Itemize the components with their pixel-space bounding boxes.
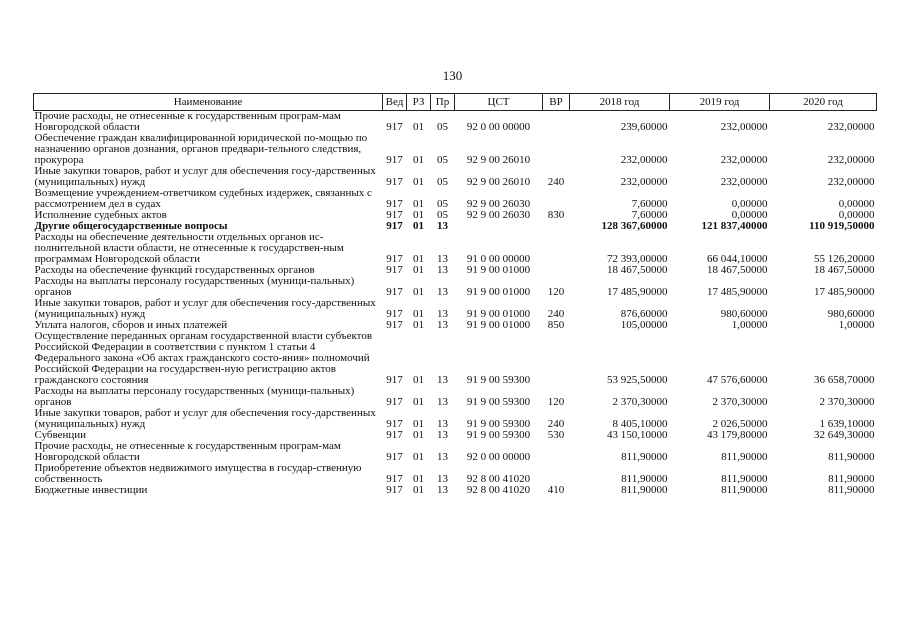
cell-rz: 01 bbox=[413, 374, 424, 386]
cell-2020: 55 126,20000 bbox=[814, 253, 875, 265]
cell-vr: 850 bbox=[547, 319, 565, 331]
cell-2020: 18 467,50000 bbox=[814, 264, 875, 276]
cell-name: Расходы на обеспечение деятельности отдельных органов ис-полнительной власти области, не отнесенные к государствен-ным программам Новгородской области bbox=[34, 231, 344, 265]
cell-vr: 240 bbox=[547, 418, 565, 430]
cell-2019: 811,90000 bbox=[721, 451, 768, 463]
cell-2020: 0,00000 bbox=[838, 198, 875, 210]
cell-name: Приобретение объектов недвижимого имущества в государ-ственную собственность bbox=[34, 462, 362, 485]
header-pr: Пр bbox=[431, 94, 455, 111]
cell-rz: 01 bbox=[413, 451, 424, 463]
header-name: Наименование bbox=[34, 94, 383, 111]
cell-2020: 110 919,50000 bbox=[809, 220, 875, 232]
cell-name: Возмещение учреждением-ответчиком судебных издержек, связанных с рассмотрением дел в судах bbox=[34, 187, 372, 210]
cell-2018: 8 405,10000 bbox=[612, 418, 668, 430]
cell-2019: 121 837,40000 bbox=[701, 220, 768, 232]
cell-name: Прочие расходы, не отнесенные к государственным програм-мам Новгородской области bbox=[34, 440, 341, 463]
cell-2018: 232,00000 bbox=[620, 176, 668, 188]
cell-vr: 120 bbox=[547, 396, 565, 408]
cell-2019: 1,00000 bbox=[731, 319, 768, 331]
table-row bbox=[34, 188, 877, 210]
cell-2018: 876,60000 bbox=[620, 308, 668, 320]
cell-name: Исполнение судебных актов bbox=[34, 209, 167, 221]
cell-pr: 13 bbox=[437, 451, 448, 463]
cell-2019: 18 467,50000 bbox=[707, 264, 768, 276]
cell-name: Обеспечение граждан квалифицированной юридической по-мощью по назначению органов дознания, органов предвари-тельного следствия, прокурора bbox=[34, 132, 368, 166]
cell-2019: 232,00000 bbox=[720, 176, 768, 188]
cell-name: Другие общегосударственные вопросы bbox=[34, 220, 228, 232]
cell-rz: 01 bbox=[413, 484, 424, 496]
cell-rz: 01 bbox=[413, 198, 424, 210]
header-vr: ВР bbox=[543, 94, 570, 111]
cell-cst: 92 8 00 41020 bbox=[466, 473, 531, 485]
cell-2018: 232,00000 bbox=[620, 154, 668, 166]
cell-2018: 2 370,30000 bbox=[612, 396, 668, 408]
cell-rz: 01 bbox=[413, 154, 424, 166]
cell-2020: 36 658,70000 bbox=[814, 374, 875, 386]
cell-ved: 917 bbox=[386, 473, 403, 485]
cell-cst: 91 9 00 59300 bbox=[466, 396, 531, 408]
table-row bbox=[34, 111, 877, 134]
cell-2018: 105,00000 bbox=[620, 319, 668, 331]
cell-ved: 917 bbox=[386, 220, 403, 232]
cell-2018: 811,90000 bbox=[621, 484, 668, 496]
cell-pr: 05 bbox=[437, 154, 448, 166]
table-row bbox=[34, 331, 877, 386]
cell-cst: 91 9 00 59300 bbox=[466, 374, 531, 386]
cell-name: Бюджетные инвестиции bbox=[34, 484, 148, 496]
cell-2018: 239,60000 bbox=[620, 121, 668, 133]
cell-cst: 91 9 00 01000 bbox=[466, 319, 531, 331]
page-number: 130 bbox=[442, 68, 463, 83]
cell-ved: 917 bbox=[386, 484, 403, 496]
cell-2018: 72 393,00000 bbox=[607, 253, 668, 265]
header-2020: 2020 год bbox=[770, 94, 877, 111]
cell-2020: 17 485,90000 bbox=[814, 286, 875, 298]
cell-2018: 128 367,60000 bbox=[601, 220, 668, 232]
cell-ved: 917 bbox=[386, 176, 403, 188]
cell-2020: 32 649,30000 bbox=[814, 429, 875, 441]
cell-2019: 43 179,80000 bbox=[707, 429, 768, 441]
cell-vr bbox=[543, 111, 570, 134]
cell-vr bbox=[543, 463, 570, 485]
cell-name: Расходы на выплаты персоналу государственных (муници-пальных) органов bbox=[34, 275, 355, 298]
cell-2018: 53 925,50000 bbox=[607, 374, 668, 386]
cell-pr: 13 bbox=[437, 308, 448, 320]
cell-rz: 01 bbox=[413, 220, 424, 232]
budget-table bbox=[33, 93, 877, 496]
header-ved: Вед bbox=[383, 94, 407, 111]
cell-ved: 917 bbox=[386, 121, 403, 133]
cell-vr bbox=[543, 331, 570, 386]
table-row bbox=[34, 441, 877, 463]
cell-rz: 01 bbox=[413, 308, 424, 320]
cell-2018: 7,60000 bbox=[631, 209, 668, 221]
cell-name: Субвенции bbox=[34, 429, 87, 441]
cell-vr bbox=[543, 221, 570, 232]
table-row bbox=[34, 276, 877, 298]
cell-vr bbox=[543, 441, 570, 463]
cell-2019: 0,00000 bbox=[731, 209, 768, 221]
table-row bbox=[34, 298, 877, 320]
cell-ved: 917 bbox=[386, 429, 403, 441]
cell-rz: 01 bbox=[413, 121, 424, 133]
cell-ved: 917 bbox=[386, 264, 403, 276]
cell-pr: 13 bbox=[437, 484, 448, 496]
cell-vr bbox=[543, 232, 570, 265]
cell-2018: 811,90000 bbox=[621, 473, 668, 485]
cell-pr: 13 bbox=[437, 319, 448, 331]
cell-2020: 811,90000 bbox=[828, 484, 875, 496]
cell-ved: 917 bbox=[386, 198, 403, 210]
cell-name: Осуществление переданных органам государственной власти субъектов Российской Федерации в соответствии с пунктом 1 статьи 4 Федерального закона «Об актах гражданского состо-яния» полномочий Российской Федерации на государствен-ную регистрацию актов гражданского состояния bbox=[34, 330, 373, 386]
cell-ved: 917 bbox=[386, 286, 403, 298]
cell-rz: 01 bbox=[413, 319, 424, 331]
cell-2020: 1 639,10000 bbox=[819, 418, 875, 430]
cell-vr: 120 bbox=[547, 286, 565, 298]
cell-vr bbox=[543, 133, 570, 166]
table-row bbox=[34, 232, 877, 265]
cell-pr: 13 bbox=[437, 374, 448, 386]
cell-2020: 2 370,30000 bbox=[819, 396, 875, 408]
cell-pr: 13 bbox=[437, 253, 448, 265]
cell-cst: 91 9 00 01000 bbox=[466, 286, 531, 298]
cell-name: Иные закупки товаров, работ и услуг для обеспечения госу-дарственных (муниципальных) нужд bbox=[34, 297, 376, 320]
cell-pr: 13 bbox=[437, 220, 448, 232]
cell-ved: 917 bbox=[386, 451, 403, 463]
cell-cst: 91 9 00 01000 bbox=[466, 264, 531, 276]
table-row bbox=[34, 386, 877, 408]
cell-name: Расходы на обеспечение функций государственных органов bbox=[34, 264, 315, 276]
cell-rz: 01 bbox=[413, 264, 424, 276]
cell-vr: 240 bbox=[547, 308, 565, 320]
table-row bbox=[34, 166, 877, 188]
cell-cst: 92 0 00 00000 bbox=[466, 451, 531, 463]
cell-pr: 13 bbox=[437, 264, 448, 276]
cell-ved: 917 bbox=[386, 374, 403, 386]
cell-2018: 7,60000 bbox=[631, 198, 668, 210]
cell-rz: 01 bbox=[413, 209, 424, 221]
cell-2018: 43 150,10000 bbox=[607, 429, 668, 441]
cell-rz: 01 bbox=[413, 286, 424, 298]
table-body bbox=[34, 111, 877, 497]
table-row bbox=[34, 485, 877, 496]
cell-2019: 232,00000 bbox=[720, 154, 768, 166]
cell-name: Иные закупки товаров, работ и услуг для обеспечения госу-дарственных (муниципальных) нужд bbox=[34, 407, 376, 430]
cell-rz: 01 bbox=[413, 176, 424, 188]
cell-ved: 917 bbox=[386, 418, 403, 430]
cell-cst: 91 0 00 00000 bbox=[466, 253, 531, 265]
header-rz: РЗ bbox=[407, 94, 431, 111]
cell-vr bbox=[543, 265, 570, 276]
cell-cst: 92 9 00 26030 bbox=[466, 209, 531, 221]
cell-name: Уплата налогов, сборов и иных платежей bbox=[34, 319, 228, 331]
cell-cst: 92 9 00 26010 bbox=[466, 176, 531, 188]
cell-2018: 811,90000 bbox=[621, 451, 668, 463]
table-row bbox=[34, 408, 877, 430]
header-cst: ЦСТ bbox=[455, 94, 543, 111]
header-2018: 2018 год bbox=[570, 94, 670, 111]
cell-ved: 917 bbox=[386, 319, 403, 331]
cell-2020: 232,00000 bbox=[827, 176, 875, 188]
cell-2019: 811,90000 bbox=[721, 473, 768, 485]
cell-2019: 17 485,90000 bbox=[707, 286, 768, 298]
cell-ved: 917 bbox=[386, 308, 403, 320]
cell-2020: 232,00000 bbox=[827, 121, 875, 133]
cell-rz: 01 bbox=[413, 473, 424, 485]
cell-2019: 47 576,60000 bbox=[707, 374, 768, 386]
table-header bbox=[34, 94, 877, 111]
cell-pr: 13 bbox=[437, 429, 448, 441]
cell-pr: 05 bbox=[437, 209, 448, 221]
cell-vr: 530 bbox=[547, 429, 565, 441]
cell-2020: 1,00000 bbox=[838, 319, 875, 331]
cell-ved: 917 bbox=[386, 209, 403, 221]
cell-pr: 13 bbox=[437, 418, 448, 430]
cell-cst bbox=[455, 221, 543, 232]
cell-2020: 811,90000 bbox=[828, 451, 875, 463]
cell-2018: 18 467,50000 bbox=[607, 264, 668, 276]
cell-2019: 980,60000 bbox=[720, 308, 768, 320]
cell-name: Расходы на выплаты персоналу государственных (муници-пальных) органов bbox=[34, 385, 355, 408]
cell-pr: 13 bbox=[437, 286, 448, 298]
cell-2020: 811,90000 bbox=[828, 473, 875, 485]
cell-ved: 917 bbox=[386, 154, 403, 166]
cell-cst: 92 0 00 00000 bbox=[466, 121, 531, 133]
cell-rz: 01 bbox=[413, 253, 424, 265]
cell-2020: 232,00000 bbox=[827, 154, 875, 166]
table-row bbox=[34, 133, 877, 166]
cell-name: Иные закупки товаров, работ и услуг для обеспечения госу-дарственных (муниципальных) нужд bbox=[34, 165, 376, 188]
cell-rz: 01 bbox=[413, 418, 424, 430]
cell-pr: 13 bbox=[437, 473, 448, 485]
cell-2020: 980,60000 bbox=[827, 308, 875, 320]
cell-pr: 05 bbox=[437, 121, 448, 133]
cell-rz: 01 bbox=[413, 429, 424, 441]
cell-2019: 232,00000 bbox=[720, 121, 768, 133]
cell-vr bbox=[543, 188, 570, 210]
cell-2019: 0,00000 bbox=[731, 198, 768, 210]
cell-2019: 66 044,10000 bbox=[707, 253, 768, 265]
cell-name: Прочие расходы, не отнесенные к государственным програм-мам Новгородской области bbox=[34, 110, 341, 133]
cell-cst: 92 9 00 26010 bbox=[466, 154, 531, 166]
cell-rz: 01 bbox=[413, 396, 424, 408]
cell-vr: 410 bbox=[547, 484, 565, 496]
cell-pr: 13 bbox=[437, 396, 448, 408]
cell-2018: 17 485,90000 bbox=[607, 286, 668, 298]
cell-2020: 0,00000 bbox=[838, 209, 875, 221]
cell-vr: 830 bbox=[547, 209, 565, 221]
header-2019: 2019 год bbox=[670, 94, 770, 111]
cell-cst: 92 9 00 26030 bbox=[466, 198, 531, 210]
cell-2019: 2 370,30000 bbox=[712, 396, 768, 408]
cell-pr: 05 bbox=[437, 176, 448, 188]
cell-ved: 917 bbox=[386, 253, 403, 265]
cell-cst: 91 9 00 59300 bbox=[466, 418, 531, 430]
cell-cst: 91 9 00 01000 bbox=[466, 308, 531, 320]
cell-2019: 811,90000 bbox=[721, 484, 768, 496]
cell-pr: 05 bbox=[437, 198, 448, 210]
cell-2019: 2 026,50000 bbox=[712, 418, 768, 430]
cell-vr: 240 bbox=[547, 176, 565, 188]
cell-ved: 917 bbox=[386, 396, 403, 408]
table-row bbox=[34, 463, 877, 485]
cell-cst: 92 8 00 41020 bbox=[466, 484, 531, 496]
cell-cst: 91 9 00 59300 bbox=[466, 429, 531, 441]
